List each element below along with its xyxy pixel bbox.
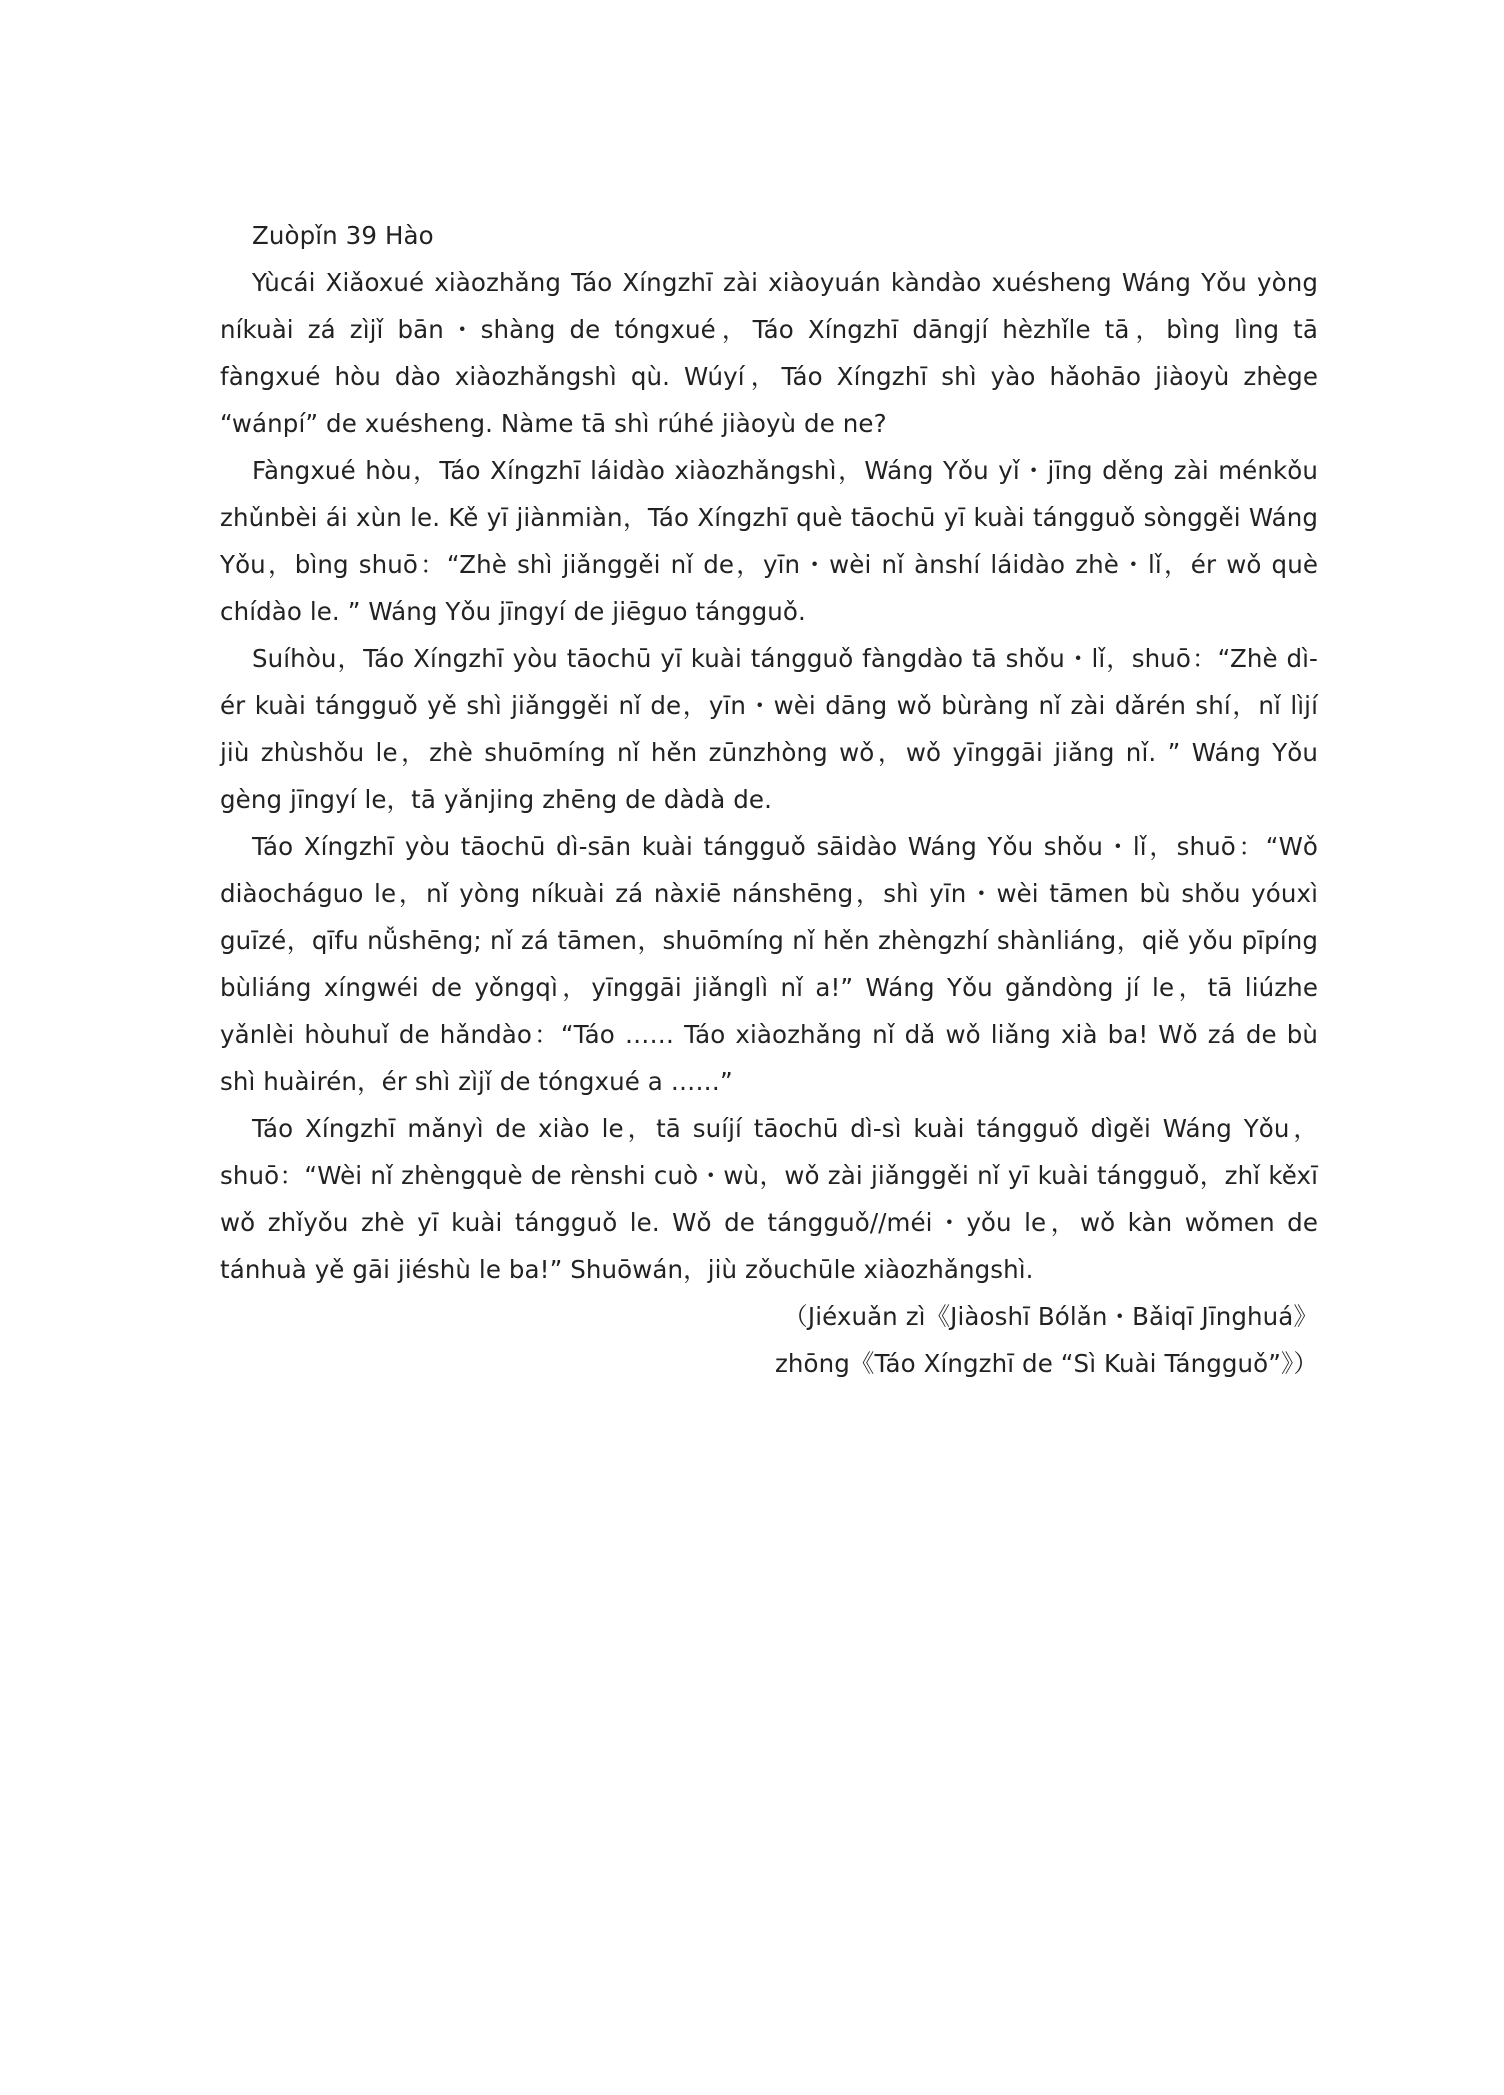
paragraph-1: Yùcái Xiǎoxué xiàozhǎng Táo Xíngzhī zài xiàoyuán kàndào xuésheng Wáng Yǒu yòng níkuài zá zìjǐ bān・shàng de tóngxué，Táo Xíngzhī dāngjí hèzhǐle tā，bìng lìng tā fàngxué hòu dào xiàozhǎngshì qù. Wúyí，Táo Xíngzhī shì yào hǎohāo jiàoyù zhège “wánpí” de xuésheng. Nàme tā shì rúhé jiàoyù de ne?: [220, 268, 1318, 438]
source-line-2: zhōng《Táo Xíngzhī de “Sì Kuài Tángguǒ”》）: [774, 1349, 1318, 1378]
paragraph-3: Suíhòu，Táo Xíngzhī yòu tāochū yī kuài tángguǒ fàngdào tā shǒu・lǐ，shuō：“Zhè dì-ér kuài tángguǒ yě shì jiǎnggěi nǐ de，yīn・wèi dāng wǒ bùràng nǐ zài dǎrén shí，nǐ lìjí jiù zhùshǒu le，zhè shuōmíng nǐ hěn zūnzhòng wǒ，wǒ yīnggāi jiǎng nǐ. ” Wáng Yǒu gèng jīngyí le，tā yǎnjing zhēng de dàdà de.: [220, 644, 1318, 814]
paragraph-2: Fàngxué hòu，Táo Xíngzhī láidào xiàozhǎngshì，Wáng Yǒu yǐ・jīng děng zài ménkǒu zhǔnbèi ái xùn le. Kě yī jiànmiàn，Táo Xíngzhī què tāochū yī kuài tángguǒ sònggěi Wáng Yǒu，bìng shuō：“Zhè shì jiǎnggěi nǐ de，yīn・wèi nǐ ànshí láidào zhè・lǐ，ér wǒ què chídào le. ” Wáng Yǒu jīngyí de jiēguo tángguǒ.: [220, 456, 1318, 626]
paragraph-4: Táo Xíngzhī yòu tāochū dì-sān kuài tángguǒ sāidào Wáng Yǒu shǒu・lǐ，shuō：“Wǒ diàocháguo le，nǐ yòng níkuài zá nàxiē nánshēng，shì yīn・wèi tāmen bù shǒu yóuxì guīzé，qīfu nǚshēng; nǐ zá tāmen，shuōmíng nǐ hěn zhèngzhí shànliáng，qiě yǒu pīpíng bùliáng xíngwéi de yǒngqì，yīnggāi jiǎnglì nǐ a!” Wáng Yǒu gǎndòng jí le，tā liúzhe yǎnlèi hòuhuǐ de hǎndào：“Táo …… Táo xiàozhǎng nǐ dǎ wǒ liǎng xià ba! Wǒ zá de bù shì huàirén，ér shì zìjǐ de tóngxué a ……”: [220, 832, 1318, 1096]
source-line-1: （Jiéxuǎn zì《Jiàoshī Bólǎn・Bǎiqī Jīnghuá》: [783, 1302, 1318, 1331]
source-citation: [220, 1293, 1318, 1387]
paragraph-5: Táo Xíngzhī mǎnyì de xiào le，tā suíjí tāochū dì-sì kuài tángguǒ dìgěi Wáng Yǒu，shuō：“Wèi nǐ zhèngquè de rènshi cuò・wù，wǒ zài jiǎnggěi nǐ yī kuài tángguǒ，zhǐ kěxī wǒ zhǐyǒu zhè yī kuài tángguǒ le. Wǒ de tángguǒ//méi・yǒu le，wǒ kàn wǒmen de tánhuà yě gāi jiéshù le ba!” Shuōwán，jiù zǒuchūle xiàozhǎngshì.: [220, 1114, 1318, 1284]
document-title: Zuòpǐn 39 Hào: [252, 221, 434, 250]
document-body: [220, 212, 1318, 1387]
